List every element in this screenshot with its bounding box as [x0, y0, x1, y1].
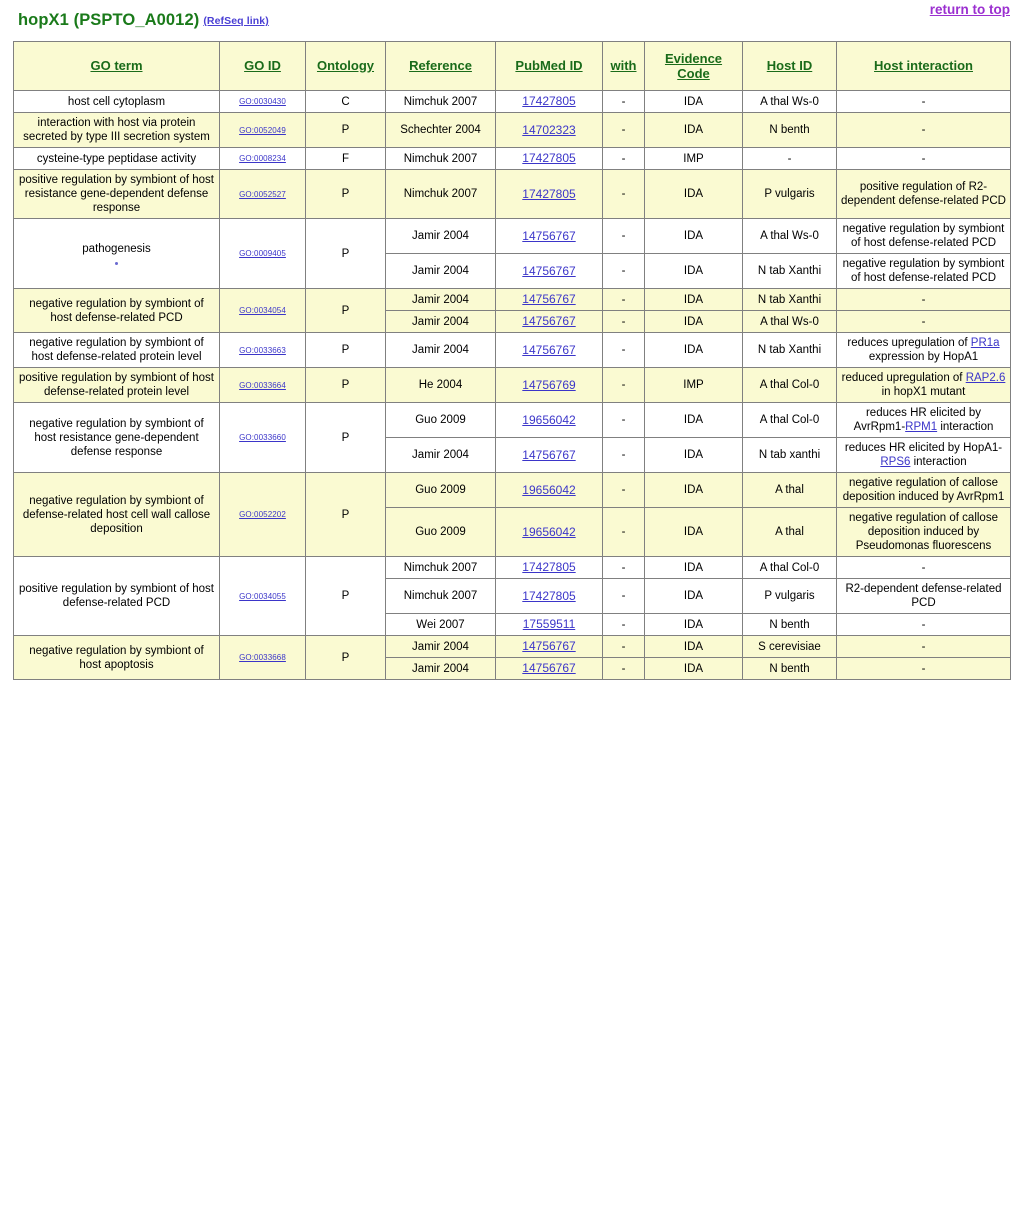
table-row: [14, 170, 1011, 219]
cell-with: -: [603, 636, 645, 658]
cell-pubmed-id: [496, 219, 603, 254]
cell-pubmed-id: [496, 91, 603, 113]
cell-with: -: [603, 508, 645, 557]
cell-evidence-code: IDA: [645, 438, 743, 473]
cell-pubmed-id: [496, 368, 603, 403]
pubmed-link[interactable]: 14756767: [522, 292, 576, 306]
cell-host-interaction: R2-dependent defense-related PCD: [837, 579, 1011, 614]
cell-ontology: F: [306, 148, 386, 170]
column-header-reference: [386, 42, 496, 91]
go-id-link[interactable]: GO:0052527: [239, 189, 286, 199]
cell-host-id: N tab xanthi: [743, 438, 837, 473]
go-annotation-table: [13, 41, 1011, 680]
cell-go-term: positive regulation by symbiont of host defense-related protein level: [14, 368, 220, 403]
gene-link[interactable]: RPS6: [880, 456, 911, 468]
table-row: [14, 289, 1011, 311]
column-header-go-term: [14, 42, 220, 91]
cell-host-id: -: [743, 148, 837, 170]
cell-pubmed-id: [496, 636, 603, 658]
cell-go-id: [220, 170, 306, 219]
cell-evidence-code: IMP: [645, 368, 743, 403]
cell-host-id: A thal Col-0: [743, 403, 837, 438]
cell-pubmed-id: [496, 658, 603, 680]
table-body: [14, 91, 1011, 680]
column-header-label[interactable]: Reference: [409, 58, 472, 73]
cell-go-term: cysteine-type peptidase activity: [14, 148, 220, 170]
cell-ontology: P: [306, 289, 386, 333]
column-header-host-id: [743, 42, 837, 91]
cell-pubmed-id: [496, 473, 603, 508]
cell-host-interaction: negative regulation by symbiont of host defense-related PCD: [837, 254, 1011, 289]
cell-reference: Schechter 2004: [386, 113, 496, 148]
table-row: [14, 636, 1011, 658]
cell-go-id: [220, 219, 306, 289]
gene-link[interactable]: RPM1: [905, 421, 938, 433]
pubmed-link[interactable]: 14756767: [522, 342, 576, 357]
cell-reference: Nimchuk 2007: [386, 91, 496, 113]
column-header-go-id: [220, 42, 306, 91]
cell-evidence-code: IDA: [645, 219, 743, 254]
cell-pubmed-id: [496, 254, 603, 289]
column-header-label[interactable]: Evidence Code: [664, 50, 723, 81]
cell-ontology: P: [306, 333, 386, 368]
cell-evidence-code: IDA: [645, 170, 743, 219]
cell-go-term: host cell cytoplasm: [14, 91, 220, 113]
cell-with: -: [603, 219, 645, 254]
cell-reference: Wei 2007: [386, 614, 496, 636]
cell-ontology: P: [306, 170, 386, 219]
cell-with: -: [603, 148, 645, 170]
cell-host-interaction: -: [837, 557, 1011, 579]
cell-go-id: [220, 473, 306, 557]
page-header: [0, 0, 1024, 38]
pubmed-link[interactable]: 17559511: [522, 617, 576, 631]
cell-with: -: [603, 113, 645, 148]
column-header-with: [603, 42, 645, 91]
return-to-top-link[interactable]: return to top: [929, 2, 1010, 17]
cell-evidence-code: IDA: [645, 311, 743, 333]
cell-reference: Nimchuk 2007: [386, 557, 496, 579]
cell-with: -: [603, 473, 645, 508]
cell-evidence-code: IDA: [645, 254, 743, 289]
cell-go-id: [220, 91, 306, 113]
cell-go-id: [220, 113, 306, 148]
cell-reference: Jamir 2004: [386, 289, 496, 311]
cell-go-term: negative regulation by symbiont of host defense-related protein level: [14, 333, 220, 368]
cell-go-id: [220, 333, 306, 368]
cell-host-interaction: negative regulation by symbiont of host defense-related PCD: [837, 219, 1011, 254]
table-row: [14, 473, 1011, 508]
go-id-link[interactable]: GO:0052049: [239, 125, 286, 135]
cell-with: -: [603, 658, 645, 680]
column-header-label[interactable]: PubMed ID: [515, 58, 583, 73]
cell-host-id: N benth: [743, 614, 837, 636]
cell-evidence-code: IDA: [645, 113, 743, 148]
cell-host-interaction: -: [837, 658, 1011, 680]
cell-evidence-code: IDA: [645, 289, 743, 311]
column-header-evidence-code: [645, 42, 743, 91]
cell-reference: Guo 2009: [386, 508, 496, 557]
cell-pubmed-id: [496, 557, 603, 579]
cell-host-id: A thal Ws-0: [743, 219, 837, 254]
cell-go-term: negative regulation by symbiont of host defense-related PCD: [14, 289, 220, 333]
gene-name-label: hopX1 (PSPTO_A0012): [18, 11, 200, 29]
column-header-pubmed-id: [496, 42, 603, 91]
cell-evidence-code: IDA: [645, 614, 743, 636]
table-row: [14, 91, 1011, 113]
cell-with: -: [603, 254, 645, 289]
column-header-ontology: [306, 42, 386, 91]
cell-with: -: [603, 91, 645, 113]
cell-go-id: [220, 148, 306, 170]
pubmed-link[interactable]: 19656042: [522, 524, 576, 539]
pubmed-link[interactable]: 14756767: [522, 228, 576, 243]
table-row: [14, 403, 1011, 438]
cell-pubmed-id: [496, 403, 603, 438]
cell-reference: Nimchuk 2007: [386, 148, 496, 170]
cell-evidence-code: IDA: [645, 579, 743, 614]
cell-ontology: P: [306, 557, 386, 636]
cell-host-id: S cerevisiae: [743, 636, 837, 658]
cell-host-interaction: reduces HR elicited by AvrRpm1-RPM1 interaction: [837, 403, 1011, 438]
stray-dot-marker: [115, 262, 118, 265]
cell-with: -: [603, 403, 645, 438]
cell-evidence-code: IDA: [645, 91, 743, 113]
cell-host-interaction: positive regulation of R2-dependent defense-related PCD: [837, 170, 1011, 219]
pubmed-link[interactable]: 14756767: [522, 314, 576, 328]
cell-with: -: [603, 289, 645, 311]
cell-ontology: P: [306, 113, 386, 148]
cell-pubmed-id: [496, 170, 603, 219]
cell-evidence-code: IDA: [645, 557, 743, 579]
pubmed-link[interactable]: 17427805: [522, 186, 576, 201]
cell-pubmed-id: [496, 311, 603, 333]
cell-with: -: [603, 170, 645, 219]
cell-evidence-code: IDA: [645, 473, 743, 508]
go-id-link[interactable]: GO:0008234: [239, 154, 286, 163]
cell-host-id: P vulgaris: [743, 579, 837, 614]
cell-reference: Jamir 2004: [386, 658, 496, 680]
cell-evidence-code: IDA: [645, 403, 743, 438]
cell-pubmed-id: [496, 438, 603, 473]
table-header: [14, 42, 1011, 91]
cell-reference: Guo 2009: [386, 403, 496, 438]
cell-host-id: N tab Xanthi: [743, 254, 837, 289]
column-header-host-interaction: [837, 42, 1011, 91]
cell-pubmed-id: [496, 508, 603, 557]
cell-go-term: positive regulation by symbiont of host defense-related PCD: [14, 557, 220, 636]
cell-host-id: A thal: [743, 508, 837, 557]
cell-pubmed-id: [496, 113, 603, 148]
pubmed-link[interactable]: 14756767: [522, 661, 576, 675]
cell-host-interaction: negative regulation of callose deposition induced by AvrRpm1: [837, 473, 1011, 508]
refseq-link[interactable]: (RefSeq link): [203, 15, 269, 27]
cell-host-interaction: -: [837, 289, 1011, 311]
cell-with: -: [603, 614, 645, 636]
cell-go-id: [220, 636, 306, 680]
pubmed-link[interactable]: 17427805: [522, 588, 576, 603]
pubmed-link[interactable]: 14756769: [522, 377, 576, 392]
cell-go-term: negative regulation by symbiont of host resistance gene-dependent defense response: [14, 403, 220, 473]
go-id-link[interactable]: GO:0052202: [239, 510, 286, 519]
cell-host-id: A thal Ws-0: [743, 311, 837, 333]
cell-go-id: [220, 289, 306, 333]
cell-host-id: N tab Xanthi: [743, 333, 837, 368]
cell-with: -: [603, 368, 645, 403]
go-id-link[interactable]: GO:0034055: [239, 591, 286, 601]
cell-with: -: [603, 557, 645, 579]
cell-host-id: N tab Xanthi: [743, 289, 837, 311]
cell-host-interaction: reduced upregulation of RAP2.6 in hopX1 mutant: [837, 368, 1011, 403]
cell-host-interaction: reduces HR elicited by HopA1- RPS6 interaction: [837, 438, 1011, 473]
cell-reference: Guo 2009: [386, 473, 496, 508]
cell-evidence-code: IDA: [645, 636, 743, 658]
pubmed-link[interactable]: 14756767: [522, 263, 576, 278]
table-row: [14, 219, 1011, 254]
cell-host-id: N benth: [743, 113, 837, 148]
cell-evidence-code: IMP: [645, 148, 743, 170]
go-id-link[interactable]: GO:0009405: [239, 249, 286, 258]
column-header-label[interactable]: GO term: [90, 58, 143, 73]
column-header-label[interactable]: with: [610, 58, 637, 73]
table-row: [14, 113, 1011, 148]
column-header-label[interactable]: GO ID: [244, 58, 281, 73]
go-id-link[interactable]: GO:0030430: [239, 97, 286, 106]
cell-reference: Jamir 2004: [386, 311, 496, 333]
cell-host-interaction: -: [837, 113, 1011, 148]
cell-pubmed-id: [496, 333, 603, 368]
cell-go-term: interaction with host via protein secreted by type III secretion system: [14, 113, 220, 148]
pubmed-link[interactable]: 17427805: [522, 151, 576, 165]
cell-evidence-code: IDA: [645, 333, 743, 368]
column-header-label[interactable]: Host ID: [766, 58, 813, 73]
cell-host-id: A thal Col-0: [743, 557, 837, 579]
pubmed-link[interactable]: 14702323: [522, 122, 576, 137]
cell-go-term: negative regulation by symbiont of host apoptosis: [14, 636, 220, 680]
cell-reference: Jamir 2004: [386, 438, 496, 473]
column-header-label[interactable]: Ontology: [316, 58, 375, 73]
cell-reference: Nimchuk 2007: [386, 579, 496, 614]
pubmed-link[interactable]: 14756767: [522, 447, 576, 462]
cell-go-id: [220, 403, 306, 473]
cell-reference: Jamir 2004: [386, 254, 496, 289]
cell-host-interaction: -: [837, 636, 1011, 658]
cell-host-id: N benth: [743, 658, 837, 680]
cell-ontology: P: [306, 219, 386, 289]
cell-go-term: positive regulation by symbiont of host resistance gene-dependent defense response: [14, 170, 220, 219]
gene-link[interactable]: RAP2.6: [965, 372, 1006, 384]
pubmed-link[interactable]: 17427805: [522, 94, 576, 108]
cell-go-term: negative regulation by symbiont of defense-related host cell wall callose deposition: [14, 473, 220, 557]
go-id-link[interactable]: GO:0033668: [239, 653, 286, 662]
cell-with: -: [603, 438, 645, 473]
table-row: [14, 148, 1011, 170]
cell-with: -: [603, 579, 645, 614]
cell-pubmed-id: [496, 579, 603, 614]
page-title: [18, 11, 269, 30]
gene-link[interactable]: PR1a: [970, 337, 1000, 349]
pubmed-link[interactable]: 17427805: [522, 560, 576, 574]
table-row: [14, 368, 1011, 403]
cell-evidence-code: IDA: [645, 658, 743, 680]
table-row: [14, 333, 1011, 368]
cell-reference: Jamir 2004: [386, 219, 496, 254]
table-header-row: [14, 42, 1011, 91]
cell-host-interaction: -: [837, 91, 1011, 113]
cell-reference: Jamir 2004: [386, 636, 496, 658]
pubmed-link[interactable]: 19656042: [522, 482, 576, 497]
cell-pubmed-id: [496, 148, 603, 170]
cell-go-id: [220, 368, 306, 403]
table-row: [14, 557, 1011, 579]
cell-host-id: A thal Ws-0: [743, 91, 837, 113]
cell-ontology: P: [306, 403, 386, 473]
cell-ontology: C: [306, 91, 386, 113]
cell-ontology: P: [306, 473, 386, 557]
cell-host-id: A thal: [743, 473, 837, 508]
cell-host-id: A thal Col-0: [743, 368, 837, 403]
cell-with: -: [603, 333, 645, 368]
cell-host-interaction: -: [837, 311, 1011, 333]
cell-go-id: [220, 557, 306, 636]
pubmed-link[interactable]: 14756767: [522, 639, 576, 653]
cell-host-id: P vulgaris: [743, 170, 837, 219]
go-id-link[interactable]: GO:0034054: [239, 306, 286, 315]
go-id-link[interactable]: GO:0033663: [239, 345, 286, 355]
cell-pubmed-id: [496, 614, 603, 636]
cell-host-interaction: negative regulation of callose deposition induced by Pseudomonas fluorescens: [837, 508, 1011, 557]
column-header-label[interactable]: Host interaction: [874, 58, 973, 73]
go-id-link[interactable]: GO:0033660: [239, 433, 286, 442]
cell-go-term: pathogenesis: [14, 219, 220, 289]
cell-reference: He 2004: [386, 368, 496, 403]
pubmed-link[interactable]: 19656042: [522, 412, 576, 427]
go-id-link[interactable]: GO:0033664: [239, 380, 286, 390]
cell-reference: Nimchuk 2007: [386, 170, 496, 219]
cell-host-interaction: reduces upregulation of PR1a expression by HopA1: [837, 333, 1011, 368]
cell-evidence-code: IDA: [645, 508, 743, 557]
cell-reference: Jamir 2004: [386, 333, 496, 368]
cell-with: -: [603, 311, 645, 333]
cell-host-interaction: -: [837, 148, 1011, 170]
cell-ontology: P: [306, 636, 386, 680]
cell-host-interaction: -: [837, 614, 1011, 636]
cell-ontology: P: [306, 368, 386, 403]
cell-pubmed-id: [496, 289, 603, 311]
